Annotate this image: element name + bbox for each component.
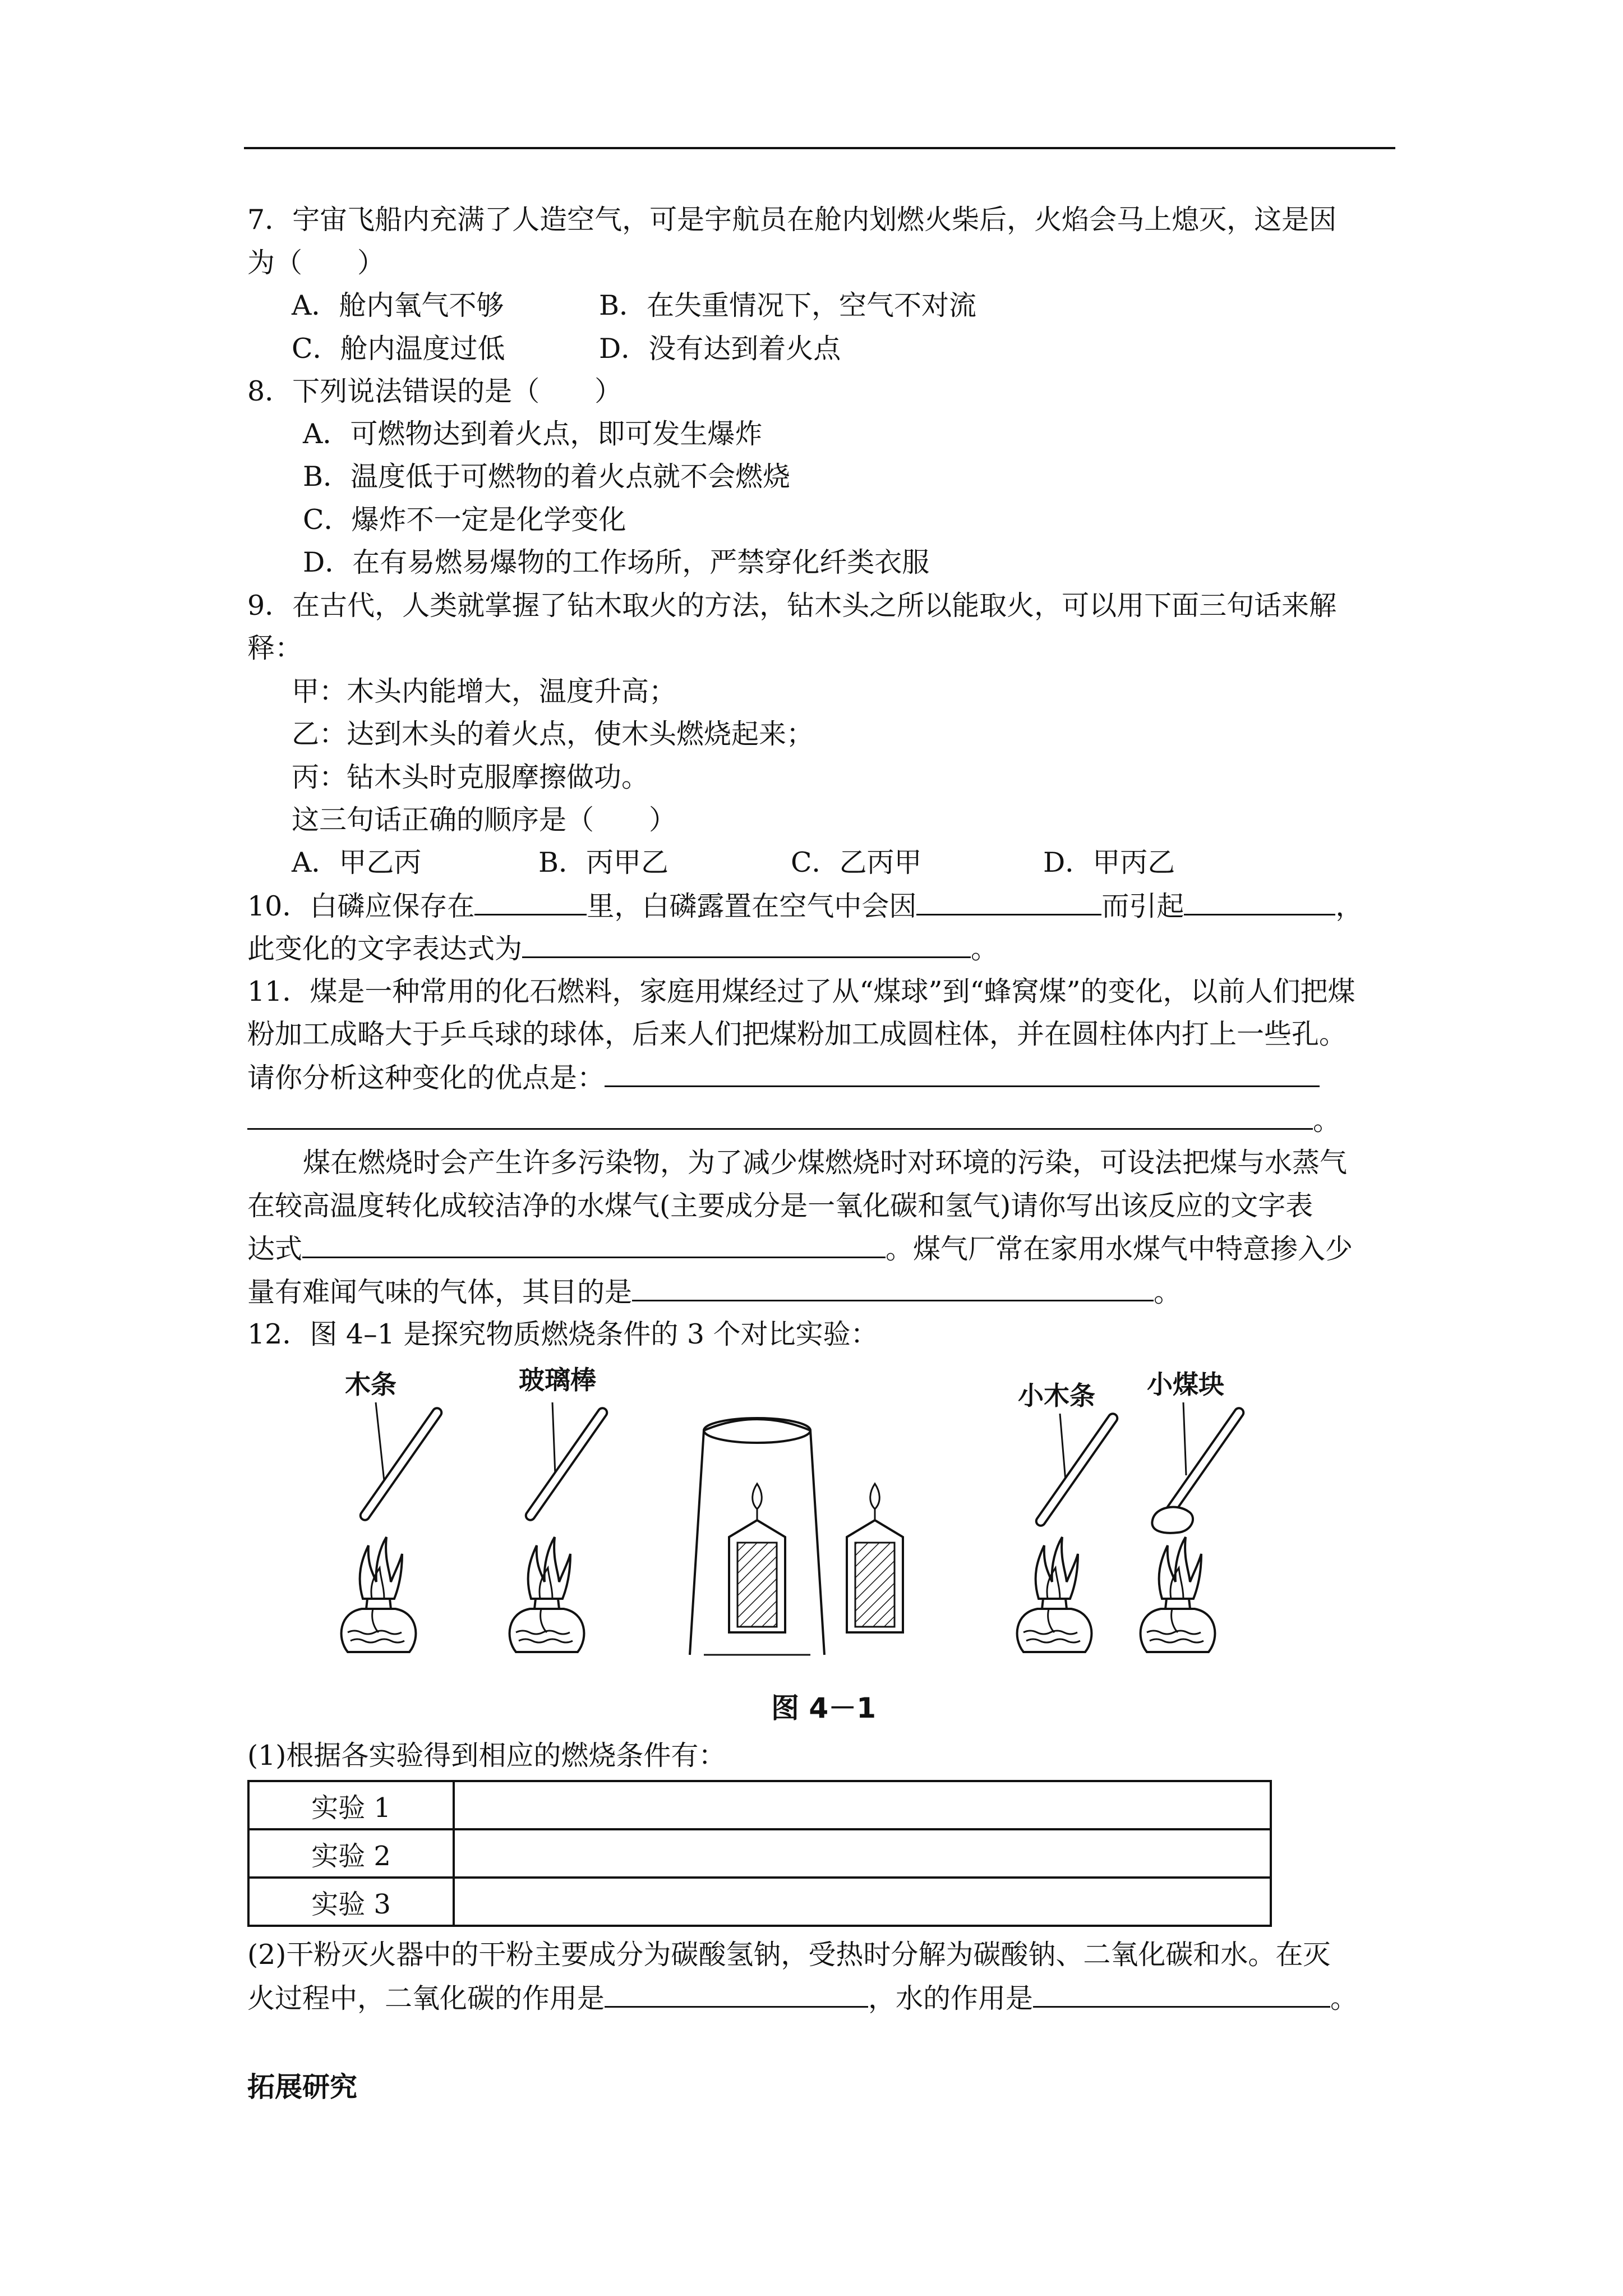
q12-stem: 12．图 4–1 是探究物质燃烧条件的 3 个对比实验： [247,1318,878,1350]
q12-blank-co2-role[interactable] [605,1981,868,2008]
q10-blank-storage[interactable] [474,889,587,915]
q9-statement-yi: 乙：达到木头的着火点，使木头燃烧起来； [292,718,814,750]
q9-stem-line1: 9．在古代，人类就掌握了钻木取火的方法，钻木头之所以能取火，可以用下面三句话来解 [247,590,1337,622]
q7-option-c: C．舱内温度过低 [292,333,505,365]
q11-text-7b: 。煤气厂常在家用水煤气中特意掺入少 [886,1233,1353,1265]
q11-text-period: 。 [1313,1105,1341,1137]
q10-text-2: 里，白磷露置在空气中会因 [587,890,917,922]
q8-option-c: C．爆炸不一定是化学变化 [303,504,626,536]
q9-option-b: B．丙甲乙 [538,846,669,878]
row-label: 实验 2 [248,1829,454,1878]
q11-line6: 在较高温度转化成较洁净的水煤气(主要成分是一氧化碳和氢气)请你写出该反应的文字表 [247,1190,1313,1222]
q10-text-6: 。 [971,933,999,965]
label-small-coal: 小煤块 [1147,1369,1224,1400]
q10-blank-equation[interactable] [522,932,971,958]
q12-part1: (1)根据各实验得到相应的燃烧条件有： [247,1740,726,1772]
row-label: 实验 1 [248,1781,454,1829]
q9-stem-line2: 释： [247,632,303,664]
label-small-wood-stick: 小木条 [1018,1381,1095,1411]
q10-blank-cause[interactable] [916,889,1101,915]
experiment-table [247,1780,1272,1927]
q12-text-water: ，水的作用是 [868,1982,1034,2014]
q11-blank-equation[interactable] [302,1232,886,1258]
q12-blank-water-role[interactable] [1033,1981,1330,2008]
q11-line7 [247,1232,1353,1266]
q9-statement-jia: 甲：木头内能增大，温度升高； [292,675,677,707]
q7-option-d: D．没有达到着火点 [599,333,841,365]
q10-blank-result[interactable] [1184,889,1335,915]
q10-text-1: 10．白磷应保存在 [247,890,475,922]
q11-blank-advantage-2[interactable] [247,1103,1313,1130]
q9-option-c: C．乙丙甲 [791,846,922,878]
header-rule [244,147,1395,149]
q7-stem-line1: 7．宇宙飞船内充满了人造空气，可是宇航员在舱内划燃火柴后，火焰会马上熄灭，这是因 [247,204,1337,236]
table-row [248,1878,1271,1926]
q9-option-d: D．甲丙乙 [1043,846,1175,878]
q11-text-8a: 量有难闻气味的气体，其目的是 [247,1276,633,1308]
figure-4-1 [331,1365,1307,1666]
q10-text-4: ， [1335,890,1363,922]
q10-line1 [247,889,1363,923]
q7-option-a: A．舱内氧气不够 [292,289,504,321]
q12-part2-line1: (2)干粉灭火器中的干粉主要成分为碳酸氢钠，受热时分解为碳酸钠、二氧化碳和水。在灭 [247,1939,1331,1971]
answer-cell-3[interactable] [454,1878,1271,1926]
table-row [248,1781,1271,1829]
answer-cell-1[interactable] [454,1781,1271,1829]
q12-part2-line2 [247,1981,1358,2016]
figure-drawing [331,1369,1307,1666]
q9-ask: 这三句话正确的顺序是（ ） [292,804,677,836]
q8-option-a: A．可燃物达到着火点，即可发生爆炸 [303,418,763,450]
q11-blank-purpose[interactable] [632,1275,1154,1301]
q11-line4 [247,1103,1340,1138]
figure-caption: 图 4－1 [771,1692,876,1724]
q12-text-co2: 火过程中，二氧化碳的作用是 [247,1982,605,2014]
q8-option-b: B．温度低于可燃物的着火点就不会燃烧 [303,461,791,493]
q11-line2: 粉加工成略大于乒乓球的球体，后来人们把煤粉加工成圆柱体，并在圆柱体内打上一些孔。 [247,1018,1347,1050]
q11-text-7a: 达式 [247,1233,303,1265]
q8-option-d: D．在有易燃易爆物的工作场所，严禁穿化纤类衣服 [303,546,930,578]
label-wood-stick: 木条 [345,1369,396,1400]
q11-text-advantage: 请你分析这种变化的优点是： [247,1062,605,1094]
q9-statement-bing: 丙：钻木头时克服摩擦做功。 [292,761,649,793]
row-label: 实验 3 [248,1878,454,1926]
q8-stem: 8．下列说法错误的是（ ） [247,375,623,407]
label-glass-rod: 玻璃棒 [519,1365,596,1395]
table-row [248,1829,1271,1878]
answer-cell-2[interactable] [454,1829,1271,1878]
q7-stem-line2: 为（ ） [247,247,385,279]
q7-option-b: B．在失重情况下，空气不对流 [599,289,977,321]
q11-line8 [247,1275,1181,1309]
q9-option-a: A．甲乙丙 [292,846,422,878]
q11-line3 [247,1061,1320,1095]
q10-line2 [247,932,998,966]
section-heading: 拓展研究 [247,2070,358,2103]
q11-blank-advantage-1[interactable] [605,1061,1320,1087]
q11-line5: 煤在燃烧时会产生许多污染物，为了减少煤燃烧时对环境的污染，可设法把煤与水蒸气 [303,1147,1348,1179]
q12-text-period: 。 [1330,1982,1358,2014]
q11-line1: 11．煤是一种常用的化石燃料，家庭用煤经过了从“煤球”到“蜂窝煤”的变化，以前人们把煤 [247,976,1355,1007]
q11-text-8b: 。 [1154,1276,1182,1308]
q10-text-3: 而引起 [1101,890,1184,922]
q10-text-5: 此变化的文字表达式为 [247,933,523,965]
